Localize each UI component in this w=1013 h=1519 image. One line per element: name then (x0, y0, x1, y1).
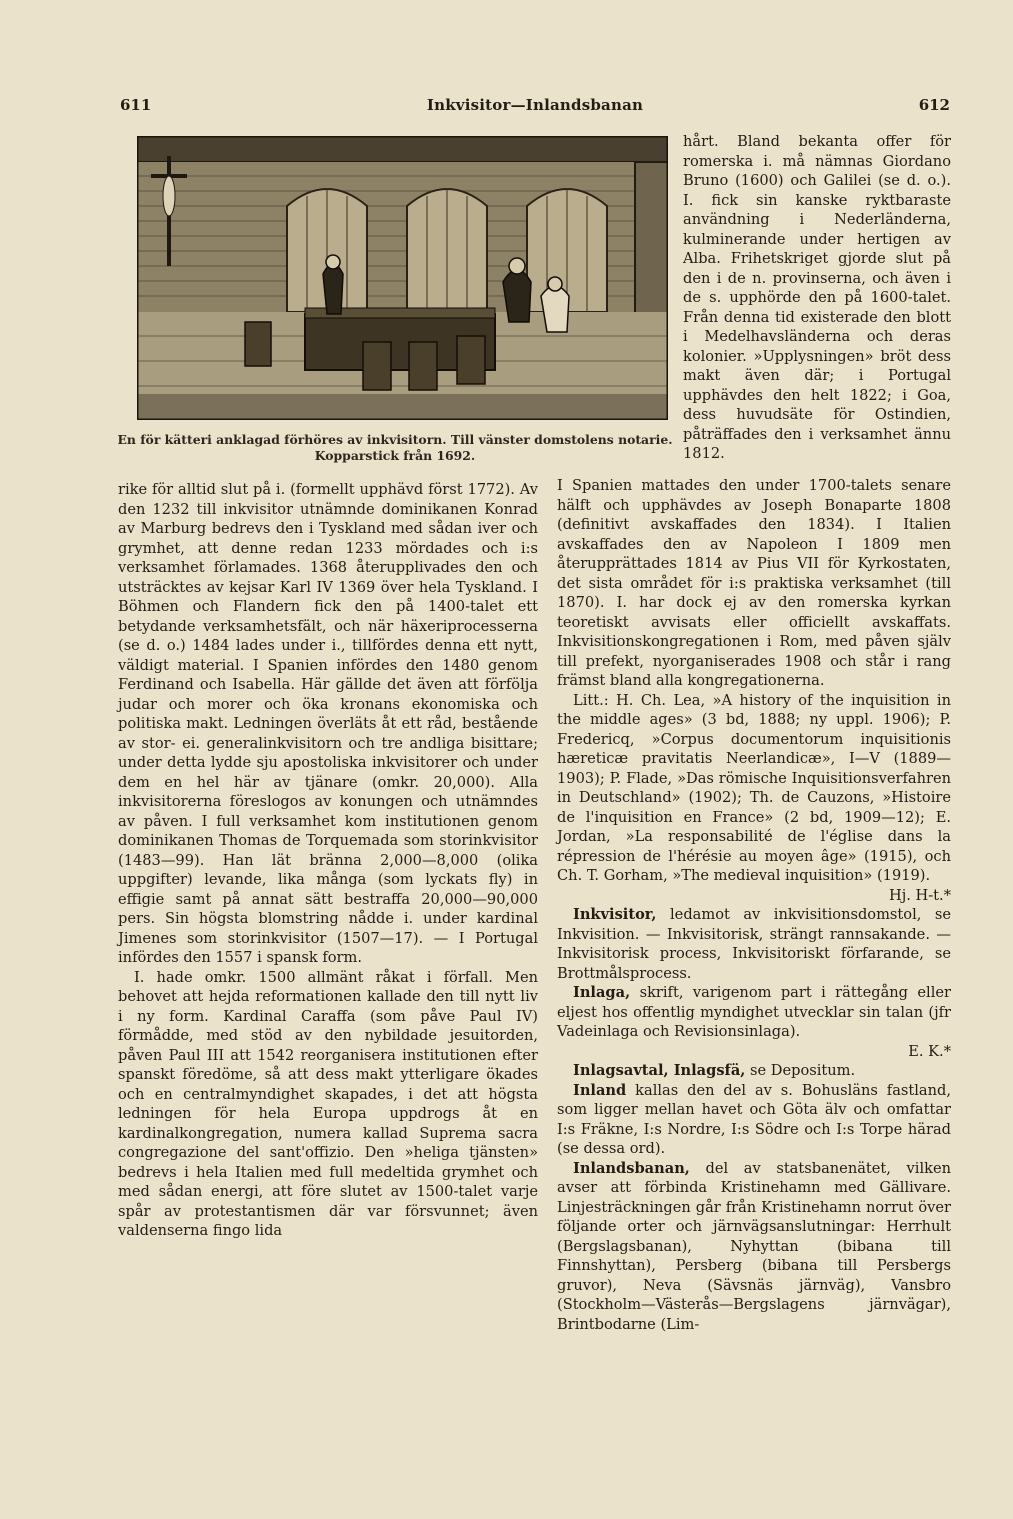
literature-paragraph (557, 691, 951, 906)
paragraph: hårt. Bland bekanta offer för romerska i. må nämnas Giordano Bruno (1600) och Galilei (se d. o.). I. fick sin kanske ryktbaraste användning i Nederländerna, kulminerande under hertigen av Alba. Frihetskriget gjorde slut på den i de n. provinserna, och även i de s. upphörde den på 1600-talet. Från denna tid existerade den blott i Medelhavsländerna och deras kolonier. »Upplysningen» bröt dess makt även där; i Portugal upphävdes den helt 1822; i Goa, dess huvudsäte för Ostindien, påträffades den i verksamhet ännu 1812. (683, 133, 951, 462)
right-column (557, 476, 951, 1334)
entry-inland (557, 1081, 951, 1159)
entry-headword: Inlagsavtal, Inlagsfä, (573, 1062, 746, 1079)
page-number-left: 611 (120, 96, 152, 114)
page-number-right: 612 (918, 96, 950, 114)
entry-headword: Inkvisitor, (573, 906, 657, 923)
entry-inlaga (557, 983, 951, 1061)
engraving-illustration (137, 136, 668, 420)
author-signature: Hj. H-t.* (889, 886, 951, 904)
entry-headword: Inlandsbanan, (573, 1159, 690, 1177)
entry-inlandsbanan (557, 1159, 951, 1335)
running-title: Inkvisitor—Inlandsbanan (426, 96, 644, 114)
entry-inkvisitor (557, 905, 951, 983)
entry-text: se Depositum. (745, 1062, 856, 1079)
entry-inlagsavtal (557, 1061, 951, 1081)
entry-headword: Inland (573, 1081, 627, 1099)
engraving-image (137, 136, 668, 420)
right-column-top (683, 132, 951, 464)
paragraph: I Spanien mattades den under 1700-talets senare hälft och upphävdes av Joseph Bonaparte 1808 (definitivt avskaffades den 1834). I Italien avskaffades den av Napoleon I 1809 men återupprättades 1814 av Pius VII för Kyrkostaten, det sista området för i:s praktiska verksamhet (till 1870). I. har dock ej av den romerska kyrkan teoretiskt avvisats eller officiellt avskaffats. Inkvisitionskongregationen i Rom, med påven själv till prefekt, nyorganiserades 1908 och står i rang främst bland alla kongregationerna. (557, 477, 951, 689)
paragraph: rike för alltid slut på i. (formellt upphävd först 1772). Av den 1232 till inkvisitor utnämnde dominikanen Konrad av Marburg bedrevs den i Tyskland med sådan iver och grymhet, att denne redan 1233 mördades och i:s verksamhet förlamades. 1368 återupplivades den och utsträcktes av kejsar Karl IV 1369 över hela Tyskland. I Böhmen och Flandern fick den på 1400-talet ett betydande verksamhetsfält, och när häxeriprocesserna (se d. o.) 1484 lades under i., tillfördes denna ett nytt, väldigt material. I Spanien infördes den 1480 genom Ferdinand och Isabella. Här gällde det även att förfölja judar och morer och öka kronans ekonomiska och politiska makt. Ledningen överläts åt ett råd, bestående av stor- ei. generalinkvisitorn och tre andliga bisittare; under detta lydde sju apostoliska inkvisitorer och under dem en hel här av tjänare (omkr. 20,000). Alla inkvisitorerna föreslogos av konungen och utnämndes av påven. I full verksamhet kom institutionen genom dominikanen Thomas de Torquemada som storinkvisitor (1483—99). Han lät bränna 2,000—8,000 (olika uppgifter) levande, lika många (som lyckats fly) in effigie samt på annat sätt bestraffa 20,000—90,000 pers. Sin högsta blomstring nådde i. under kardinal Jimenes som storinkvisitor (1507—17). — I Portugal infördes den 1557 i spansk form. (118, 481, 538, 966)
entry-text: ledamot av inkvisitionsdomstol, se Inkvisition. — Inkvisitorisk, strängt rannsakande. — Inkvisitorisk process, Inkvisitoriskt förfarande, se Brottmålsprocess. (557, 906, 951, 982)
paragraph: I. hade omkr. 1500 allmänt råkat i förfall. Men behovet att hejda reformationen kallade den till nytt liv i ny form. Kardinal Caraffa (som påve Paul IV) förmådde, med stöd av den nybildade jesuitorden, påven Paul III att 1542 reorganisera institutionen efter spanskt föredöme, så att dess makt ytterligare ökades och en centralmyndighet skapades, i det att högsta ledningen för hela Europa uppdrogs åt en kardinalkongregation, numera kallad Suprema sacra congregazione del sant'offizio. Den »heliga tjänsten» bedrevs i hela Italien med full medeltida grymhet och med sådan energi, att före slutet av 1500-talet varje spår av protestantismen där var försvunnet; även valdenserna fingo lida (118, 968, 538, 1239)
figure-caption: En för kätteri anklagad förhöres av inkvisitorn. Till vänster domstolens notarie. Kopparstick från 1692. (117, 432, 673, 463)
entry-text: del av statsbanenätet, vilken avser att förbinda Kristinehamn med Gällivare. Linjesträckningen går från Kristinehamn norrut över följande orter och järnvägsanslutningar: Herrhult (Bergslagsbanan), Nyhyttan (bibana till Finnshyttan), Persberg (bibana till Persbergs gruvor), Neva (Sävsnäs järnväg), Vansbro (Stockholm—Västerås—Bergslagens järnvägar), Brintbodarne (Lim- (557, 1159, 951, 1333)
author-signature: E. K.* (908, 1042, 951, 1060)
entry-text: kallas den del av s. Bohusläns fastland, som ligger mellan havet och Göta älv och omfattar I:s Fräkne, I:s Nordre, I:s Södre och I:s Torpe härad (se dessa ord). (557, 1081, 951, 1157)
left-column (118, 480, 538, 1241)
entry-headword: Inlaga, (573, 984, 631, 1001)
literature-text: Litt.: H. Ch. Lea, »A history of the inquisition in the middle ages» (3 bd, 1888; ny uppl. 1906); P. Fredericq, »Corpus documentorum inquisitionis hæreticæ pravitatis Neerlandicæ», I—V (1889—1903); P. Flade, »Das römische Inquisitionsverfahren in Deutschland» (1902); Th. de Cauzons, »Histoire de l'inquisition en France» (2 bd, 1909—12); E. Jordan, »La responsabilité de l'église dans la répression de l'hérésie au moyen âge» (1915), och Ch. T. Gorham, »The medieval inquisition» (1919). (557, 691, 951, 884)
entry-text: skrift, varigenom part i rättegång eller eljest hos offentlig myndighet utvecklar sin talan (jfr Vadeinlaga och Revisionsinlaga). (557, 984, 951, 1040)
page-header (120, 96, 950, 120)
